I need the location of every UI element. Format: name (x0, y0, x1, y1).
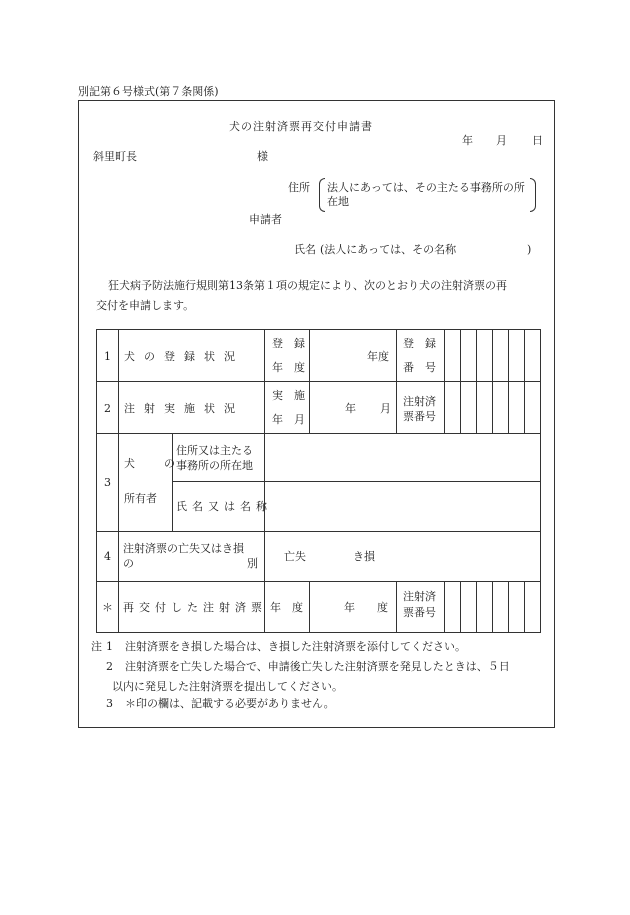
row-label-injection-status: 注射実施状況 (124, 402, 244, 415)
id-label: 番 号 (403, 361, 436, 374)
address-note-line2: 在地 (327, 195, 349, 208)
note-number: 1 (106, 640, 113, 653)
notes-prefix: 注 (91, 640, 102, 653)
address-field-label: 事務所の所在地 (176, 459, 253, 472)
row-divider (96, 433, 541, 434)
addressee-honorific: 様 (257, 150, 268, 163)
id-label: 登 録 (403, 337, 436, 350)
col-divider (309, 329, 310, 433)
address-note-line1: 法人にあっては、その主たる事務所の所 (327, 181, 525, 194)
row-number: 4 (104, 550, 111, 563)
year-unit: 年 (345, 402, 356, 415)
row-label-loss-damage: 注射済票の亡失又はき損 (123, 542, 244, 555)
fiscal-year-unit: 年 度 (344, 601, 388, 614)
col-divider (444, 329, 445, 433)
sub-label: 登 録 (272, 337, 305, 350)
id-label: 注射済 (403, 590, 436, 603)
row-divider (172, 481, 541, 482)
month-unit: 月 (380, 402, 391, 415)
date-month: 月 (496, 134, 507, 147)
note-text: 注射済票を亡失した場合で、申請後亡失した注射済票を発見したときは、５日 (125, 660, 510, 673)
applicant-label: 申請者 (249, 213, 282, 226)
col-divider (309, 581, 310, 633)
form-number: 別記第６号様式(第７条関係) (78, 85, 219, 98)
col-divider (264, 329, 265, 633)
address-label: 住所 (288, 181, 310, 194)
row-divider (96, 381, 541, 382)
addressee-name: 斜里町長 (93, 150, 137, 163)
row-label-reissued-tag: 再交付した注射済票 (123, 601, 267, 614)
digit-box-divider (492, 581, 493, 633)
row-label-loss-damage: の (123, 557, 134, 570)
date-year: 年 (462, 134, 473, 147)
note-text: 注射済票をき損した場合は、き損した注射済票を添付してください。 (125, 640, 466, 653)
statement-line2: 交付を申請します。 (96, 299, 195, 312)
row-number: 3 (104, 476, 111, 489)
row-number: 1 (104, 350, 111, 363)
col-divider (172, 433, 173, 531)
name-label: 氏名 (294, 243, 316, 256)
row-label-owner: 犬 の (124, 457, 184, 470)
col-divider (118, 329, 119, 633)
name-note: (法人にあっては、その名称 (320, 243, 457, 256)
note-text: ＊印の欄は、記載する必要がありません。 (125, 697, 335, 710)
id-label: 注射済 (403, 395, 436, 408)
digit-box-divider (476, 581, 477, 633)
digit-box-divider (524, 581, 525, 633)
document-title: 犬の注射済票再交付申請書 (229, 120, 373, 133)
row-label-registration-status: 犬の登録状況 (124, 350, 244, 363)
note-text: 以内に発見した注射済票を提出してください。 (112, 680, 343, 693)
col-divider (444, 581, 445, 633)
name-note-close: ) (527, 243, 532, 256)
address-field-label: 住所又は主たる (176, 444, 253, 457)
name-field-label: 氏名又は名称 (176, 500, 272, 513)
date-day: 日 (532, 134, 543, 147)
note-number: 3 (106, 697, 113, 710)
row-label-owner: 所有者 (124, 492, 157, 505)
sub-label: 実 施 (272, 389, 305, 402)
statement-line1: 狂犬病予防法施行規則第13条第１項の規定により、次のとおり犬の注射済票の再 (108, 279, 507, 292)
bracket-right (530, 178, 536, 212)
digit-box-divider (460, 581, 461, 633)
row-number: 2 (104, 402, 111, 415)
digit-box-divider (476, 329, 477, 433)
id-label: 票番号 (403, 410, 436, 423)
id-label: 票番号 (403, 606, 436, 619)
row-divider (96, 581, 541, 582)
sub-label: 年 度 (272, 361, 305, 374)
sub-label: 年 月 (272, 413, 305, 426)
row-divider (96, 531, 541, 532)
option-lost: 亡失 (284, 550, 306, 563)
digit-box-divider (460, 329, 461, 433)
option-damaged: き損 (353, 550, 375, 563)
digit-box-divider (524, 329, 525, 433)
digit-box-divider (508, 581, 509, 633)
row-label-loss-damage: 別 (247, 557, 258, 570)
col-divider (396, 581, 397, 633)
row-number: ＊ (102, 601, 113, 614)
bracket-left (319, 178, 325, 212)
sub-label: 年 度 (270, 601, 303, 614)
note-number: 2 (106, 660, 113, 673)
digit-box-divider (508, 329, 509, 433)
col-divider (396, 329, 397, 433)
digit-box-divider (492, 329, 493, 433)
fiscal-year-unit: 年度 (367, 350, 389, 363)
